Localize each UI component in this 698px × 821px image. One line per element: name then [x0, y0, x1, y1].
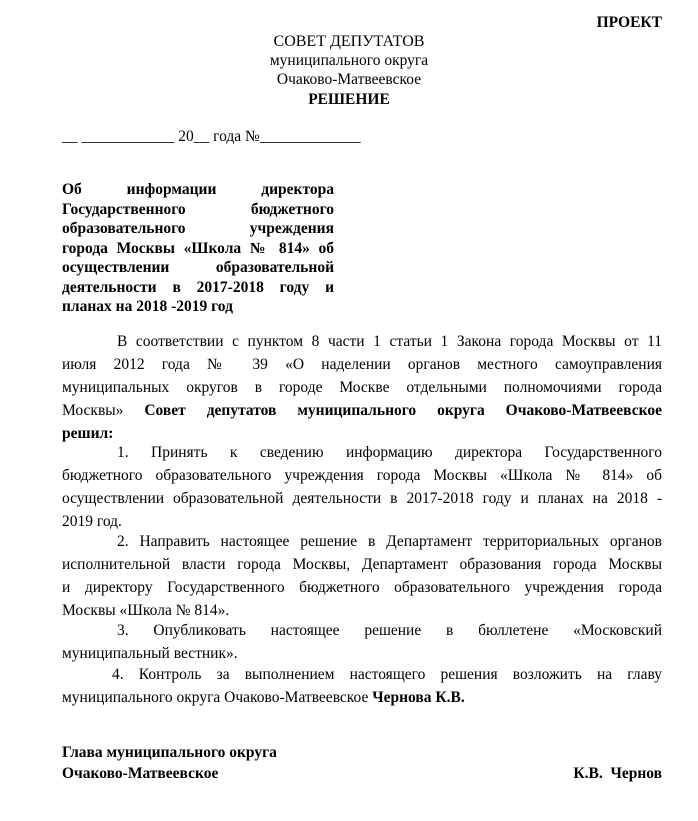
item-1-paragraph: [62, 441, 662, 533]
preamble-text: Москвы»: [62, 402, 145, 419]
paragraph-line: и директору Государственного бюджетного образовательного учреждения города: [62, 579, 662, 596]
signatory-name: К.В. Чернов: [573, 765, 662, 782]
subject-line: образовательного учреждения: [62, 220, 334, 237]
draft-mark: ПРОЕКТ: [596, 14, 662, 31]
subject-line: Государственного бюджетного: [62, 200, 334, 218]
council-title: СОВЕТ ДЕПУТАТОВ: [273, 33, 425, 50]
item-2-paragraph: [62, 530, 662, 622]
signatory-district: Очаково-Матвеевское: [62, 765, 219, 782]
paragraph-line: муниципальный вестник».: [62, 645, 238, 662]
paragraph-line: муниципальных округов в городе Москве отдельными полномочиями города: [62, 379, 662, 396]
subject-line: города Москвы «Школа № 814» об: [62, 239, 334, 257]
item-4-text: муниципального округа Очаково-Матвеевское: [62, 689, 373, 706]
paragraph-line: 4. Контроль за выполнением настоящего решения возложить на главу: [112, 666, 662, 683]
document-type: РЕШЕНИЕ: [308, 91, 390, 108]
signatory-title: Глава муниципального округа: [62, 744, 277, 761]
paragraph-line: бюджетного образовательного учреждения города Москвы «Школа № 814» об: [62, 467, 662, 484]
subject-line: осуществлении образовательной: [62, 259, 334, 276]
paragraph-line: 2019 год.: [62, 513, 122, 530]
paragraph-line: исполнительной власти города Москвы, Департамент образования города Москвы: [62, 556, 662, 573]
subject-line: Об информации директора: [62, 181, 334, 198]
district-name: Очаково-Матвеевское: [276, 71, 422, 88]
municipal-line: муниципального округа: [269, 52, 429, 69]
decision-subject: [62, 180, 334, 317]
date-number-line: __ ____________ 20__ года №_____________: [62, 128, 361, 145]
preamble-paragraph: [62, 330, 662, 445]
paragraph-line: В соответствии с пунктом 8 части 1 статьи 1 Закона города Москвы от 11: [117, 333, 662, 350]
paragraph-line: Москвы «Школа № 814».: [62, 602, 230, 619]
item-3-paragraph: [62, 619, 662, 665]
subject-line: деятельности в 2017-2018 году и: [62, 278, 334, 296]
paragraph-line: [62, 399, 662, 422]
paragraph-line: 3. Опубликовать настоящее решение в бюллетене «Московский: [117, 622, 662, 639]
paragraph-line: июля 2012 года № 39 «О наделении органов местного самоуправления: [62, 356, 662, 373]
decided-word: решил:: [62, 425, 114, 442]
paragraph-line: 2. Направить настоящее решение в Департамент территориальных органов: [117, 533, 662, 550]
council-decided: Совет депутатов муниципального округа Очаково-Матвеевское: [144, 402, 662, 419]
item-4-paragraph: [62, 663, 662, 709]
responsible-person: Чернова К.В.: [372, 689, 465, 706]
paragraph-line: 1. Принять к сведению информацию директора Государственного: [117, 444, 662, 461]
paragraph-line: [62, 686, 662, 709]
subject-line: планах на 2018 -2019 год: [62, 298, 233, 315]
paragraph-line: осуществлении образовательной деятельности в 2017-2018 году и планах на 2018 -: [62, 490, 662, 507]
